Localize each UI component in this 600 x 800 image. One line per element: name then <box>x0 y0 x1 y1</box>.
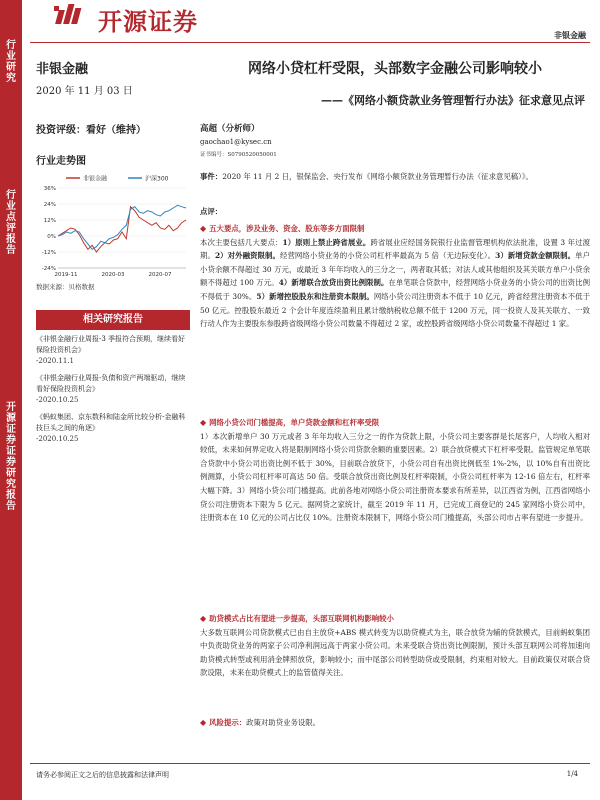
x-tick-label: 2020-07 <box>148 272 172 278</box>
logo-text: 开源证券 <box>98 8 198 36</box>
related-report-date: -2020.10.25 <box>36 396 79 404</box>
bullet-icon: ◆ <box>200 224 207 233</box>
section-1: ◆ 五大要点，涉及业务、资金、股东等多方面限制 本次主要包括几大要点：1）原则上禁止跨省展业。跨省展业应经国务院银行业监督管理机构依法批准，设置 3 年过渡期。2）对外融资限制。经营网络小贷业务的小贷公司杠杆率最高为 5 倍（无边际变化）。3）新增贷款金额限制。单户小贷余额不得超过 30 万元，或最近 3 年年均收入的三分之一，两者取其低；对法人或其他组织及其关联方单户小贷余额不得超过 100 万元。4）新增联合放贷出资比例限制。在单笔联合贷款中，经营网络小贷业务的小贷公司的出资比例不得低于 30%。5）新增控股股东和注册资本限制。网络小贷公司注册资本不低于 10 亿元，跨省经营注册资本不低于 50 亿元。控股股东最近 2 个会计年度连续盈利且累计缴纳税收总额不低于 1200 万元，同一投资人及其关联方、一致行动人作为主要股东参股跨省级网络小贷公司数量不得超过 2 家，或控股跨省级网络小贷公司数量不得超过 1 家。 <box>200 224 591 329</box>
side-label-firm: 开 源 证 券 证 券 研 究 报 告 <box>6 402 16 512</box>
section-4: ◆ 风险提示：政策对助贷业务设限。 <box>200 718 321 727</box>
section-2-heading: ◆ 网络小贷公司门槛提高，单户贷款金额和杠杆率受限 <box>200 418 380 427</box>
event-label: 事件： <box>200 172 223 181</box>
section-3-heading: ◆ 助贷模式占比有望进一步提高，头部互联网机构影响较小 <box>200 614 394 623</box>
related-report-date: -2020.10.25 <box>36 435 79 443</box>
related-report-title[interactable]: 《非银金融行业周报-3 季报符合预期，继续看好保险投资机会》 <box>36 335 186 354</box>
logo-icon <box>52 2 92 28</box>
related-reports-list <box>36 334 192 451</box>
analyst-cert: 证书编号：S0790520050001 <box>200 152 277 158</box>
related-report-item[interactable] <box>36 373 192 406</box>
y-tick-label: 24% <box>43 202 56 208</box>
related-report-title[interactable]: 《非银金融行业周报-负债和资产两端驱动，继续看好保险投资机会》 <box>36 374 186 393</box>
section-3: ◆ 助贷模式占比有望进一步提高，头部互联网机构影响较小 大多数互联网公司贷款模式已由自主放贷+ABS 模式转变为以助贷模式为主，联合放贷为辅的贷款模式，目前蚂蚁集团中负责助贷业务的两家子公司净利润远高于两家小贷公司。未来受联合贷出资比例限制，预计头部互联网公司将加速向助贷模式转型或利用消金牌照放贷，影响较小；而中尾部公司转型助贷或受限制，约束相对较大。目前政策仅对联合贷款设限，未来在助贷模式上的监管值得关注。 <box>200 614 590 678</box>
analyst-email[interactable]: gaochao1@kysec.cn <box>200 138 272 146</box>
bullet-icon: ◆ <box>200 718 207 727</box>
related-report-item[interactable] <box>36 412 192 445</box>
y-tick-label: 12% <box>43 218 56 224</box>
rating <box>36 121 146 136</box>
side-label-research: 行 业 研 究 <box>6 40 16 84</box>
trend-chart-title: 行业走势图 <box>36 156 86 167</box>
report-subtitle: ——《网络小额贷款业务管理暂行办法》征求意见点评 <box>321 94 585 107</box>
header-category: 非银金融 <box>554 31 586 40</box>
side-bar <box>0 0 22 800</box>
report-title: 网络小贷杠杆受限，头部数字金融公司影响较小 <box>248 61 542 77</box>
chart-source: 数据来源：贝格数据 <box>36 283 95 291</box>
trend-chart <box>36 172 192 280</box>
legend-label: 沪深300 <box>145 175 169 183</box>
section-2: ◆ 网络小贷公司门槛提高，单户贷款金额和杠杆率受限 1）本次新增单户 30 万元或者 3 年年均收入三分之一的作为贷款上限，小贷公司主要客群是长尾客户，人均收入相对较低，未来如何界定收入将是限制网络小贷公司贷款余额的重要因素。2）联合放贷模式下杠杆率受限。监管规定单笔联合贷款中小贷公司出资比例不低于 30%，目前联合放贷下，小贷公司自有出资比例低至 1%-2%，以 10%自有出资比例测算，小贷公司杠杆率可高达 50 倍。受联合放贷出资比例及杠杆率限制，小贷公司杠杆率为 12-16 倍左右，杠杆率大幅下降。3）网络小贷公司门槛提高。此前各地对网络小贷公司注册资本要求有所差异，以江西省为例，江西省网络小贷公司注册资本下限为 5 亿元。据网贷之家统计，截至 2019 年 11 月，已完成工商登记的 245 家网络小贷公司中，注册资本在 10 亿元的公司占比仅 10%。注册资本限制下，网络小贷公司门槛提高，头部公司市占率有望进一步提升。 <box>200 418 590 523</box>
related-report-item[interactable] <box>36 334 192 367</box>
bullet-icon: ◆ <box>200 418 207 427</box>
sector-title: 非银金融 <box>36 62 89 77</box>
y-tick-label: -24% <box>41 266 56 272</box>
y-tick-label: 0% <box>47 234 56 240</box>
report-date: 2020 年 11 月 03 日 <box>36 86 133 97</box>
event-paragraph <box>200 170 590 184</box>
page-number: 1/4 <box>566 770 578 778</box>
related-reports-header: 相关研究报告 <box>36 310 190 330</box>
section-1-heading: ◆ 五大要点，涉及业务、资金、股东等多方面限制 <box>200 224 365 233</box>
x-tick-label: 2019-11 <box>54 272 78 278</box>
rating-label: 投资评级： <box>36 125 86 136</box>
x-tick-label: 2020-03 <box>101 272 125 278</box>
header-divider <box>30 42 590 43</box>
side-label-review: 行 业 点 评 报 告 <box>6 190 16 256</box>
legend-label: 非银金融 <box>83 175 108 183</box>
bullet-icon: ◆ <box>200 614 207 623</box>
related-report-title[interactable]: 《蚂蚁集团、京东数科和陆金所比较分析-金融科技巨头之间的角逐》 <box>36 413 186 432</box>
related-report-date: -2020.11.1 <box>36 357 74 365</box>
footer-disclaimer: 请务必参阅正文之后的信息披露和法律声明 <box>36 771 169 779</box>
analyst-name: 高超（分析师） <box>200 124 260 134</box>
comment-label: 点评： <box>200 207 223 216</box>
y-tick-label: 36% <box>43 186 56 192</box>
rating-value: 看好（维持） <box>86 125 146 136</box>
event-text: 2020 年 11 月 2 日，银保监会、央行发布《网络小额贷款业务管理暂行办法（征求意见稿）》。 <box>222 172 533 181</box>
footer-divider <box>30 763 590 764</box>
y-tick-label: -12% <box>41 250 56 256</box>
